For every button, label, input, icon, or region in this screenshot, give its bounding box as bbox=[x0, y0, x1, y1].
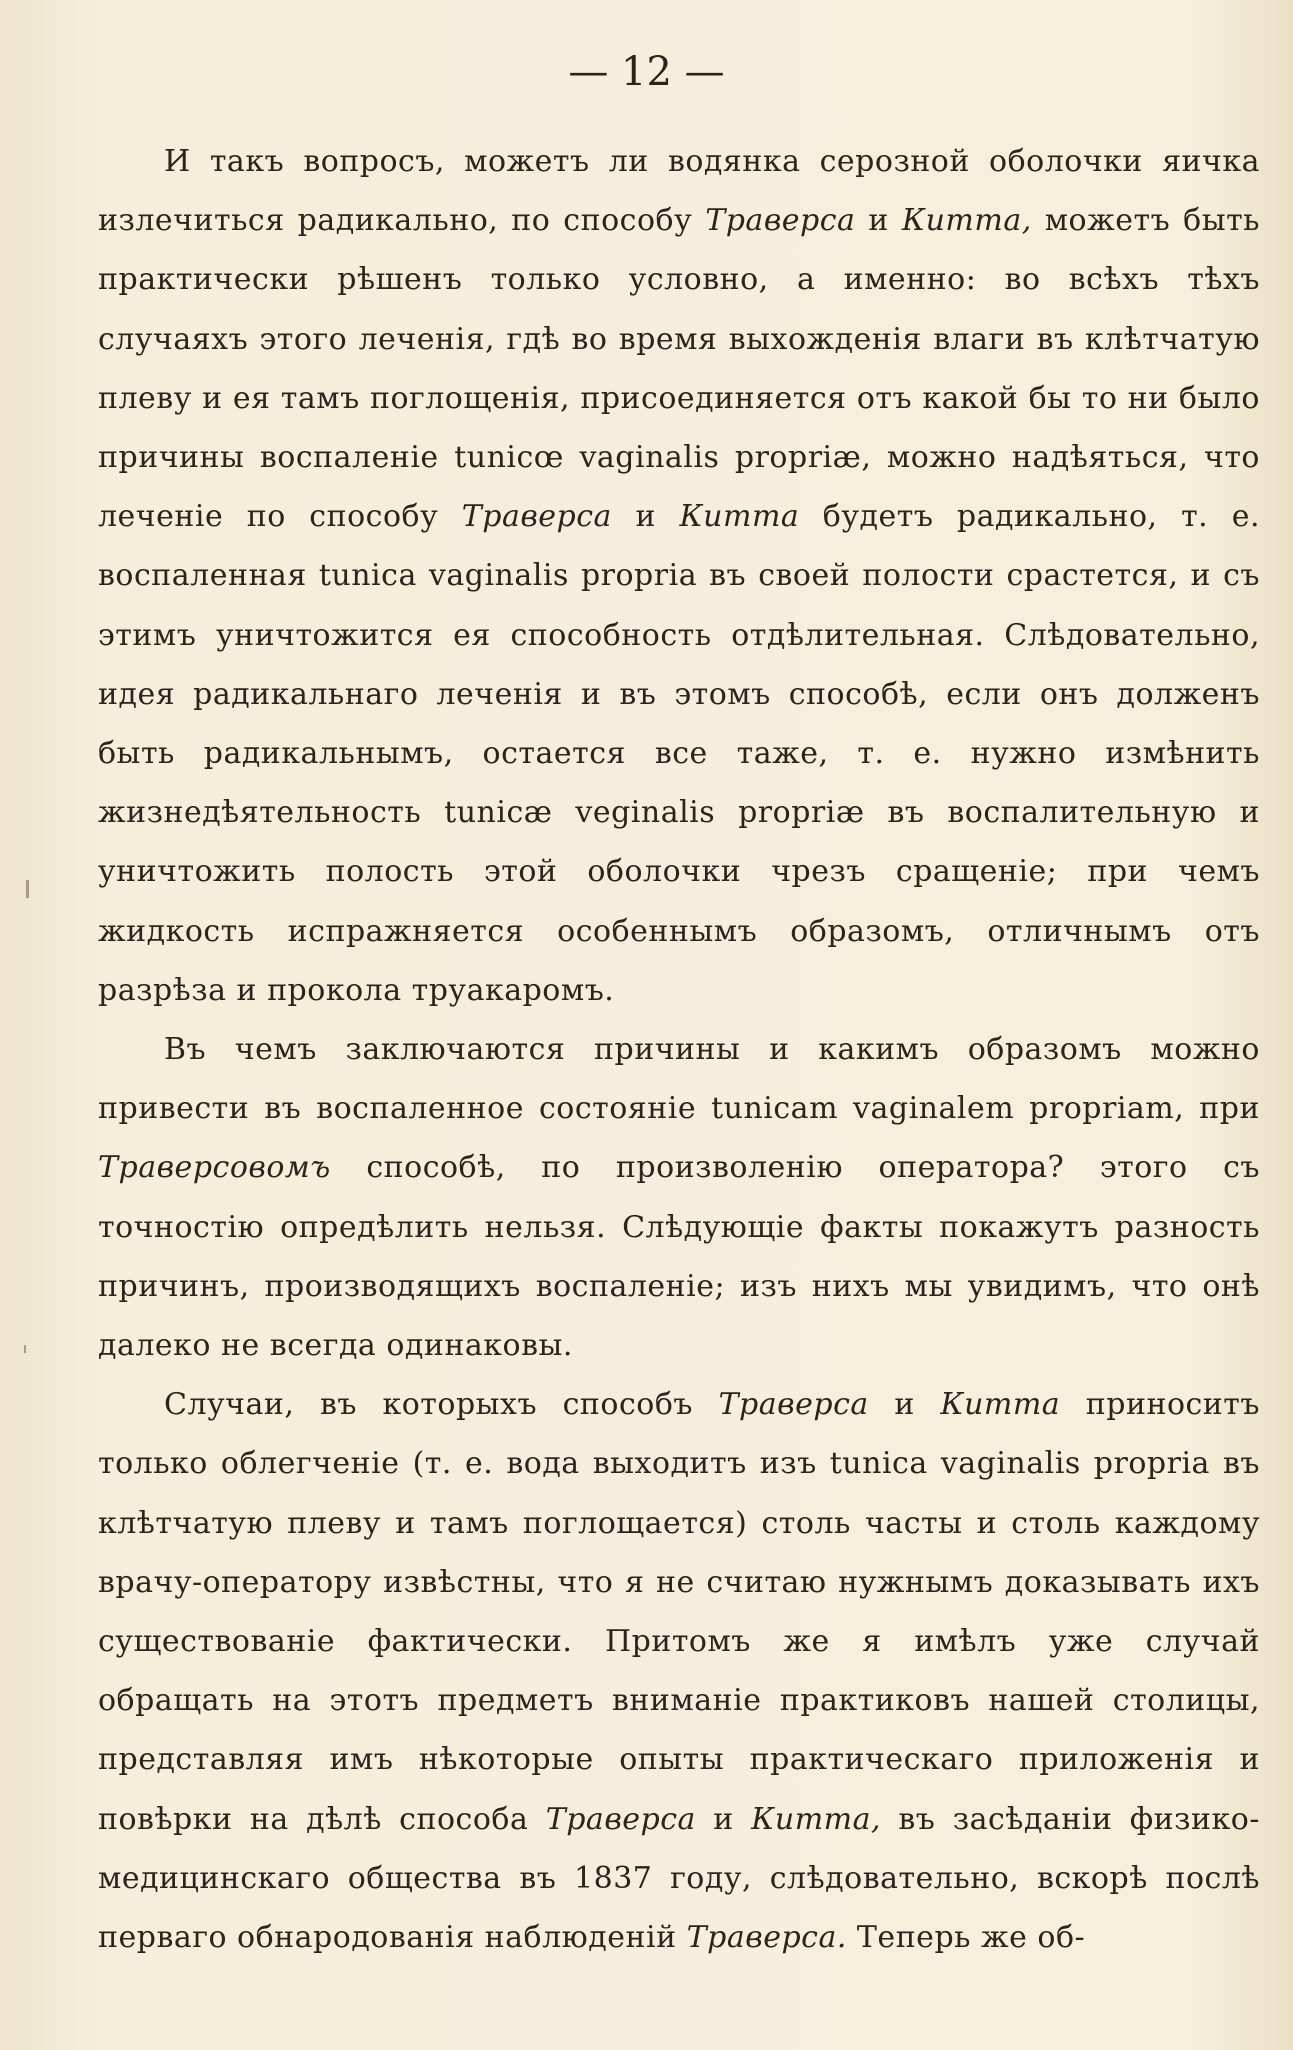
text-run: И такъ вопросъ, можетъ ли водянка серозной оболочки яичка излечиться радикально, по способу bbox=[98, 144, 1260, 239]
paragraph bbox=[98, 1020, 1260, 1375]
text-run: и bbox=[695, 1801, 752, 1837]
paragraph bbox=[98, 1375, 1260, 1967]
text-run: можетъ быть практически рѣшенъ только условно, а именно: во всѣхъ тѣхъ случаяхъ этого леченія, гдѣ во время выхожденія влаги въ клѣтчатую плеву и ея тамъ поглощенія, присоединяется отъ какой бы то ни было причины воспаленіе tunicœ vaginalis propriæ, можно надѣяться, что леченіе по способу bbox=[98, 203, 1260, 535]
text-run: и bbox=[868, 1387, 941, 1423]
page-number: — 12 — bbox=[568, 49, 725, 95]
body-text bbox=[98, 132, 1260, 1967]
text-run: приноситъ только облегченіе (т. е. вода выходитъ изъ tunica vaginalis propria въ клѣтчатую плеву и тамъ поглощается) столь часты и столь каждому врачу-оператору извѣстны, что я не считаю нужнымъ доказывать ихъ существованіе фактически. Притомъ же я имѣлъ уже случай обращать на этотъ предметъ вниманіе практиковъ нашей столицы, представляя имъ нѣкоторые опыты практическаго приложенія и повѣрки на дѣлѣ способа bbox=[98, 1387, 1260, 1837]
italic-name: Траверсовомъ bbox=[98, 1150, 331, 1186]
italic-name: Китта bbox=[940, 1387, 1061, 1423]
paragraph bbox=[98, 132, 1260, 1020]
italic-name: Траверса bbox=[705, 203, 856, 239]
text-run: способѣ, по произволенію оператора? этого съ точностію опредѣлить нельзя. Слѣдующіе факты покажутъ разность причинъ, производящихъ воспаленіе; изъ нихъ мы увидимъ, что онѣ далеко не всегда одинаковы. bbox=[98, 1150, 1260, 1364]
italic-name: Траверса bbox=[545, 1801, 696, 1837]
text-run: и bbox=[611, 499, 680, 535]
text-run: будетъ радикально, т. е. воспаленная tunica vaginalis propria въ своей полости срастется, и съ этимъ уничтожится ея способность отдѣлительная. Слѣдовательно, идея радикальнаго леченія и въ этомъ способѣ, если онъ долженъ быть радикальнымъ, остается все таже, т. е. нужно измѣнить жизнедѣятельность tunicæ veginalis propriæ въ воспалительную и уничтожить полость этой оболочки чрезъ сращеніе; при чемъ жидкость испражняется особеннымъ образомъ, отличнымъ отъ разрѣза и прокола труакаромъ. bbox=[98, 499, 1260, 1008]
text-run: въ засѣданіи физико-медицинскаго общества въ 1837 году, слѣдовательно, вскорѣ послѣ перваго обнародованія наблюденій bbox=[98, 1801, 1260, 1956]
text-run: Случаи, въ которыхъ способъ bbox=[164, 1387, 719, 1423]
left-edge-mark bbox=[26, 880, 29, 898]
italic-name: Траверса bbox=[718, 1387, 869, 1423]
italic-name: Китта, bbox=[901, 203, 1032, 239]
italic-name: Траверса. bbox=[686, 1920, 847, 1956]
left-edge-mark bbox=[24, 1345, 26, 1353]
text-run: и bbox=[855, 203, 902, 239]
italic-name: Траверса bbox=[461, 499, 612, 535]
italic-name: Китта bbox=[679, 499, 800, 535]
text-run: Теперь же об- bbox=[846, 1920, 1086, 1956]
text-run: Въ чемъ заключаются причины и какимъ образомъ можно привести въ воспаленное состояніе tunicam vaginalem propriam, при bbox=[98, 1032, 1260, 1127]
italic-name: Китта, bbox=[751, 1801, 882, 1837]
